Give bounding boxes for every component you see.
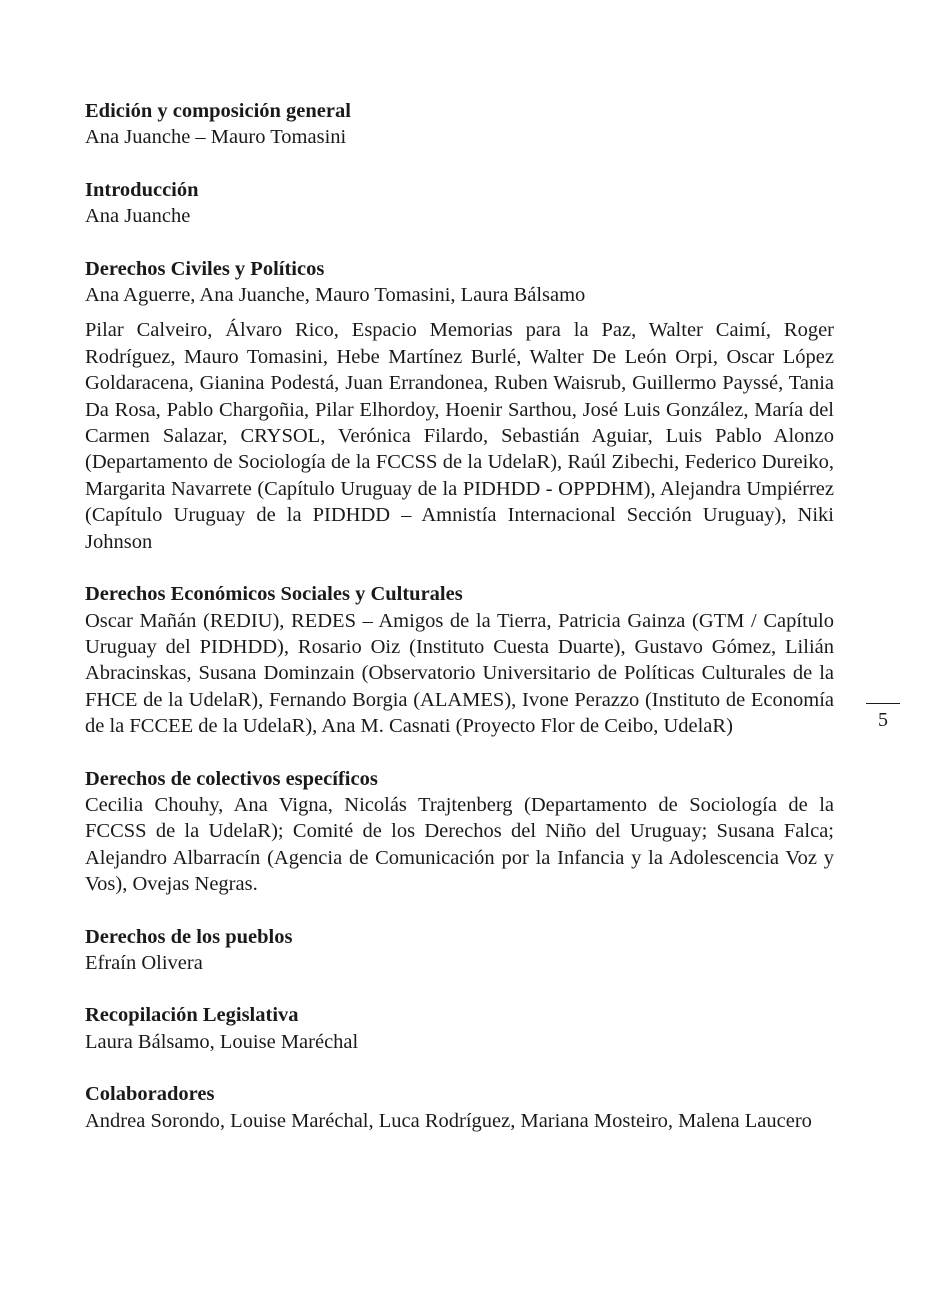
section-heading: Recopilación Legislativa	[85, 1004, 299, 1027]
section-edicion	[85, 98, 834, 151]
section-pueblos	[85, 924, 834, 977]
section-text: Laura Bálsamo, Louise Maréchal	[85, 1030, 359, 1053]
section-text: Ana Aguerre, Ana Juanche, Mauro Tomasini, Laura Bálsamo	[85, 284, 586, 307]
section-heading: Colaboradores	[85, 1083, 215, 1106]
section-recopilacion	[85, 1002, 834, 1055]
section-text: Ana Juanche	[85, 205, 191, 228]
section-heading: Introducción	[85, 178, 199, 201]
credits-page	[85, 98, 834, 1160]
section-heading: Derechos de los pueblos	[85, 925, 293, 948]
section-colectivos	[85, 766, 834, 898]
section-colaboradores	[85, 1081, 834, 1134]
section-text: Ana Juanche – Mauro Tomasini	[85, 126, 347, 149]
section-text: Efraín Olivera	[85, 951, 203, 974]
section-introduccion	[85, 177, 834, 230]
section-heading: Derechos Económicos Sociales y Culturales	[85, 583, 463, 606]
section-text: Cecilia Chouhy, Ana Vigna, Nicolás Trajtenberg (Departamento de Sociología de la FCCSS de la UdelaR); Comité de los Derechos del Niño del Uruguay; Susana Falca; Alejandro Albarracín (Agencia de Comunicación por la Infancia y la Adolescencia Voz y Vos), Ovejas Negras.	[85, 793, 834, 896]
page-number: 5	[878, 709, 888, 731]
section-derechos-civiles	[85, 256, 834, 555]
section-contributors: Pilar Calveiro, Álvaro Rico, Espacio Memorias para la Paz, Walter Caimí, Roger Rodríguez, Mauro Tomasini, Hebe Martínez Burlé, Walter De León Orpi, Oscar López Goldaracena, Gianina Podestá, Juan Errandonea, Ruben Waisrub, Guillermo Payssé, Tania Da Rosa, Pablo Chargoñia, Pilar Elhordoy, Hoenir Sarthou, José Luis González, María del Carmen Salazar, CRYSOL, Verónica Filardo, Sebastián Aguiar, Luis Pablo Alonzo (Departamento de Sociología de la FCCSS de la UdelaR), Raúl Zibechi, Federico Dureiko, Margarita Navarrete (Capítulo Uruguay de la PIDHDD - OPPDHM), Alejandra Umpiérrez (Capítulo Uruguay de la PIDHDD – Amnistía Internacional Sección Uruguay), Niki Johnson	[85, 319, 834, 553]
section-heading: Derechos Civiles y Políticos	[85, 257, 325, 280]
section-heading: Derechos de colectivos específicos	[85, 767, 378, 790]
section-text: Oscar Mañán (REDIU), REDES – Amigos de la Tierra, Patricia Gainza (GTM / Capítulo Uruguay del PIDHDD), Rosario Oiz (Instituto Cuesta Duarte), Gustavo Gómez, Lilián Abracinskas, Susana Dominzain (Observatorio Universitario de Políticas Culturales de la FHCE de la UdelaR), Fernando Borgia (ALAMES), Ivone Perazzo (Instituto de Economía de la FCCEE de la UdelaR), Ana M. Casnati (Proyecto Flor de Ceibo, UdelaR)	[85, 609, 834, 738]
page-number-rule	[866, 703, 900, 704]
section-heading: Edición y composición general	[85, 100, 351, 122]
section-text: Andrea Sorondo, Louise Maréchal, Luca Rodríguez, Mariana Mosteiro, Malena Laucero	[85, 1109, 812, 1132]
section-derechos-economicos	[85, 581, 834, 739]
